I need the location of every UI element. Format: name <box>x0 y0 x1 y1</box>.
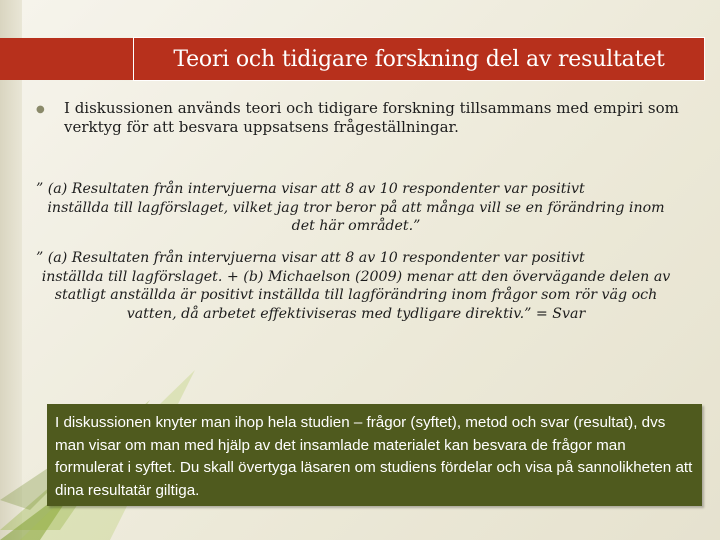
quote-example-2 <box>36 249 676 323</box>
title-box <box>133 37 705 81</box>
quote-example-1 <box>36 180 676 236</box>
summary-note-box <box>47 404 702 506</box>
bullet-text: I diskussionen används teori och tidigare forskning tillsammans med empiri som verktyg för att besvara uppsatsens frågeställningar. <box>64 99 679 136</box>
summary-note-text: I diskussionen knyter man ihop hela studien – frågor (syftet), metod och svar (resultat), dvs man visar om man med hjälp av det insamlade materialet kan besvara de frågor man formulerat i syftet. Du skall övertyga läsaren om studiens fördelar och visa på sannolikheten att dina resultatär giltiga. <box>55 414 693 499</box>
quote-1-first-line: ” (a) Resultaten från intervjuerna visar att 8 av 10 respondenter var positivt <box>36 181 585 197</box>
bullet-icon: ● <box>36 104 45 115</box>
quote-2-first-line: ” (a) Resultaten från intervjuerna visar att 8 av 10 respondenter var positivt <box>36 250 585 266</box>
slide-title: Teori och tidigare forskning del av resultatet <box>173 46 665 72</box>
quote-2-rest: inställda till lagförslaget. + (b) Michaelson (2009) menar att den övervägande delen av statligt anställda är positivt inställda till lagförändring inom frågor som rör väg och vatten, då arbetet effektiviseras med tydligare direktiv.” = Svar <box>41 268 671 322</box>
quote-1-rest: inställda till lagförslaget, vilket jag tror beror på att många vill se en förändring inom det här området.” <box>47 199 665 234</box>
